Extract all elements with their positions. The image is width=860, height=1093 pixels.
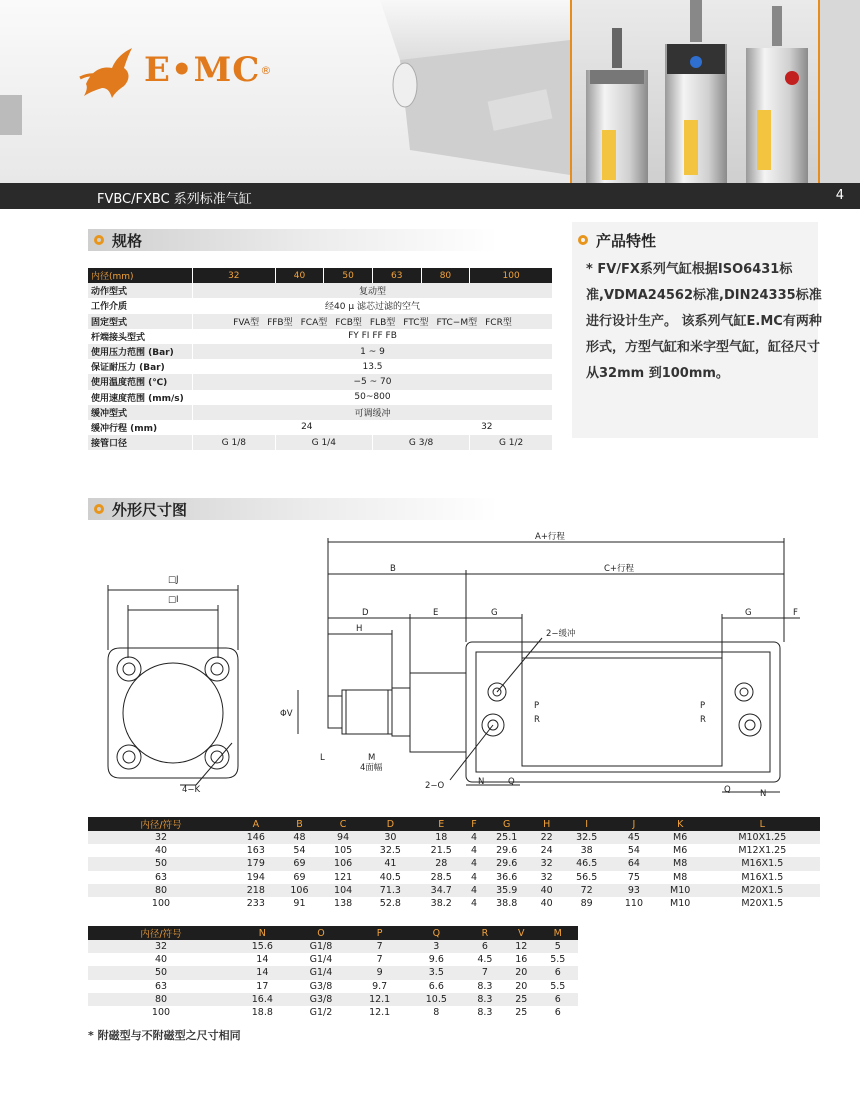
table-row <box>88 966 578 979</box>
spec-value: 32 <box>421 420 552 435</box>
label-R: R <box>534 715 540 725</box>
table-header-row <box>88 817 820 831</box>
table-cell: 5.5 <box>537 980 578 993</box>
table-cell: 50 <box>88 857 234 870</box>
spec-value: G 1/8 <box>193 435 276 450</box>
table-cell: 32.5 <box>365 844 416 857</box>
table-cell: 105 <box>321 844 365 857</box>
label-P: P <box>534 701 540 711</box>
table-cell: M10X1.25 <box>705 831 820 844</box>
footnote: * 附磁型与不附磁型之尺寸相同 <box>88 1029 241 1042</box>
label-O: 2−O <box>425 781 445 791</box>
table-header-cell: N <box>234 926 291 940</box>
table-cell: 63 <box>88 980 234 993</box>
spec-value: G 3/8 <box>372 435 469 450</box>
table-header-cell: K <box>656 817 705 831</box>
table-cell: 50 <box>88 966 234 979</box>
table-cell: 146 <box>234 831 278 844</box>
table-header-cell: L <box>705 817 820 831</box>
table-header-row <box>88 926 578 940</box>
section-title-bar <box>0 183 860 209</box>
label-R2: R <box>700 715 706 725</box>
table-cell: 40 <box>88 844 234 857</box>
table-cell: 20 <box>505 980 537 993</box>
table-cell: 4 <box>467 871 482 884</box>
table-cell: 163 <box>234 844 278 857</box>
table-cell: 32.5 <box>561 831 612 844</box>
table-header-cell: F <box>467 817 482 831</box>
table-cell: G1/2 <box>291 1006 352 1019</box>
table-row <box>88 844 820 857</box>
table-cell: 29.6 <box>481 857 532 870</box>
label-C: C+行程 <box>604 564 635 574</box>
spec-row <box>88 329 553 344</box>
spec-value: 1 ~ 9 <box>193 344 553 359</box>
table-cell: 38.2 <box>416 897 467 910</box>
table-cell: 32 <box>88 831 234 844</box>
table-cell: 64 <box>612 857 656 870</box>
table-cell: 106 <box>321 857 365 870</box>
label-G2: G <box>745 608 752 618</box>
spec-row <box>88 435 553 450</box>
dimension-table-1 <box>88 817 820 910</box>
table-cell: 40 <box>532 897 561 910</box>
table-header-cell: 内径/符号 <box>88 817 234 831</box>
spec-label: 使用压力范围 (Bar) <box>88 344 193 359</box>
table-cell: 30 <box>365 831 416 844</box>
table-cell: 4 <box>467 857 482 870</box>
spec-value: G 1/2 <box>470 435 553 450</box>
table-cell: 8.3 <box>465 980 505 993</box>
table-header-cell: M <box>537 926 578 940</box>
table-header-cell: H <box>532 817 561 831</box>
table-header-cell: J <box>612 817 656 831</box>
table-cell: 89 <box>561 897 612 910</box>
table-cell: 41 <box>365 857 416 870</box>
table-cell: 3 <box>408 940 465 953</box>
table-cell: 20 <box>505 966 537 979</box>
table-cell: M6 <box>656 831 705 844</box>
table-cell: 69 <box>278 871 322 884</box>
goat-logo-icon <box>78 40 138 100</box>
table-cell: 14 <box>234 953 291 966</box>
table-cell: 21.5 <box>416 844 467 857</box>
spec-value: 50~800 <box>193 390 553 405</box>
spec-row <box>88 314 553 329</box>
spec-header-cell: 40 <box>275 268 324 283</box>
registered-mark: ® <box>260 63 272 77</box>
table-cell: 121 <box>321 871 365 884</box>
spec-row <box>88 374 553 389</box>
table-cell: 100 <box>88 1006 234 1019</box>
table-cell: 14 <box>234 966 291 979</box>
table-cell: 38 <box>561 844 612 857</box>
spec-label: 杆端接头型式 <box>88 329 193 344</box>
label-D: D <box>362 608 369 618</box>
table-cell: 16 <box>505 953 537 966</box>
spec-value: 经40 μ 滤芯过滤的空气 <box>193 298 553 313</box>
table-cell: 218 <box>234 884 278 897</box>
label-M: M <box>368 753 376 763</box>
table-cell: 6 <box>537 966 578 979</box>
table-row <box>88 953 578 966</box>
features-text: * FV/FX系列气缸根据ISO6431标准,VDMA24562标准,DIN24335标准进行设计生产。 该系列气缸E.MC有两种形式，方型气缸和米字型气缸，缸径尺寸从32mm 到100mm。 <box>586 262 822 381</box>
mount-type: FFB型 <box>267 317 293 328</box>
hero-product-photo-left <box>0 0 570 183</box>
table-cell: 80 <box>88 884 234 897</box>
table-cell: 54 <box>278 844 322 857</box>
table-cell: 18.8 <box>234 1006 291 1019</box>
spec-value: 可调缓冲 <box>193 405 553 420</box>
table-cell: 25.1 <box>481 831 532 844</box>
table-cell: 10.5 <box>408 993 465 1006</box>
page-title: FVBC/FXBC 系列标准气缸 <box>97 192 252 207</box>
table-cell: 4 <box>467 897 482 910</box>
table-cell: 7 <box>351 940 408 953</box>
table-header-cell: G <box>481 817 532 831</box>
table-cell: 35.9 <box>481 884 532 897</box>
spec-label: 保证耐压力 (Bar) <box>88 359 193 374</box>
table-cell: M6 <box>656 844 705 857</box>
spec-value: 复动型 <box>193 283 553 298</box>
table-cell: 91 <box>278 897 322 910</box>
table-cell: G1/8 <box>291 940 352 953</box>
table-cell: 25 <box>505 1006 537 1019</box>
label-K: 4−K <box>182 785 201 795</box>
table-row <box>88 980 578 993</box>
table-header-cell: E <box>416 817 467 831</box>
spec-row <box>88 405 553 420</box>
hero-banner <box>0 0 860 183</box>
table-cell: 8 <box>408 1006 465 1019</box>
label-J: □J <box>168 575 179 585</box>
label-Q2: Q <box>724 785 731 795</box>
table-cell: 9.7 <box>351 980 408 993</box>
table-cell: 32 <box>532 871 561 884</box>
drawing-heading-label: 外形尺寸图 <box>112 500 188 519</box>
hero-product-photo-right <box>572 0 818 183</box>
spec-header-cell: 50 <box>324 268 373 283</box>
table-cell: 71.3 <box>365 884 416 897</box>
table-cell: 194 <box>234 871 278 884</box>
spec-label: 使用速度范围 (mm/s) <box>88 390 193 405</box>
table-header-cell: R <box>465 926 505 940</box>
mount-type: FCR型 <box>485 317 512 328</box>
table-cell: 34.7 <box>416 884 467 897</box>
table-cell: 48 <box>278 831 322 844</box>
dimension-drawing <box>0 530 860 810</box>
table-cell: 40 <box>88 953 234 966</box>
table-cell: 24 <box>532 844 561 857</box>
table-header-cell: C <box>321 817 365 831</box>
spec-row <box>88 298 553 313</box>
table-cell: 138 <box>321 897 365 910</box>
table-cell: M12X1.25 <box>705 844 820 857</box>
table-header-cell: D <box>365 817 416 831</box>
spec-label: 工作介质 <box>88 298 193 313</box>
spec-value: 13.5 <box>193 359 553 374</box>
label-F: F <box>793 608 798 618</box>
table-row <box>88 897 820 910</box>
table-cell: 17 <box>234 980 291 993</box>
table-cell: 6 <box>537 993 578 1006</box>
table-cell: 45 <box>612 831 656 844</box>
table-cell: M8 <box>656 857 705 870</box>
table-cell: 6 <box>465 940 505 953</box>
table-row <box>88 857 820 870</box>
table-cell: 56.5 <box>561 871 612 884</box>
table-row <box>88 884 820 897</box>
table-cell: 93 <box>612 884 656 897</box>
spec-header-cell: 内径(mm) <box>88 268 193 283</box>
table-cell: M16X1.5 <box>705 857 820 870</box>
table-cell: 106 <box>278 884 322 897</box>
table-cell: 4.5 <box>465 953 505 966</box>
bullet-ring-icon <box>578 235 588 245</box>
spec-value: −5 ~ 70 <box>193 374 553 389</box>
spec-label: 使用温度范围 (℃) <box>88 374 193 389</box>
spec-header-cell: 63 <box>372 268 421 283</box>
spec-label: 缓冲行程 (mm) <box>88 420 193 435</box>
table-cell: 8.3 <box>465 993 505 1006</box>
bullet-ring-icon <box>94 504 104 514</box>
label-H: H <box>356 624 363 634</box>
mount-type: FLB型 <box>369 317 396 328</box>
label-N: N <box>478 777 485 787</box>
table-cell: 15.6 <box>234 940 291 953</box>
spec-label: 动作型式 <box>88 283 193 298</box>
table-cell: 4 <box>467 884 482 897</box>
table-cell: 28 <box>416 857 467 870</box>
table-cell: 16.4 <box>234 993 291 1006</box>
table-cell: 18 <box>416 831 467 844</box>
table-cell: 6 <box>537 1006 578 1019</box>
table-cell: 5.5 <box>537 953 578 966</box>
table-cell: M20X1.5 <box>705 884 820 897</box>
table-cell: M10 <box>656 897 705 910</box>
spec-row <box>88 420 553 435</box>
table-cell: 28.5 <box>416 871 467 884</box>
table-cell: 32 <box>532 857 561 870</box>
spec-table <box>88 268 553 450</box>
label-N2: N <box>760 789 767 799</box>
spec-header-cell: 80 <box>421 268 470 283</box>
table-cell: 32 <box>88 940 234 953</box>
table-row <box>88 871 820 884</box>
features-section-heading <box>572 229 818 251</box>
spec-row <box>88 359 553 374</box>
table-header-cell: Q <box>408 926 465 940</box>
table-header-cell: 内径/符号 <box>88 926 234 940</box>
table-cell: 12 <box>505 940 537 953</box>
table-cell: 7 <box>351 953 408 966</box>
spec-label: 缓冲型式 <box>88 405 193 420</box>
table-header-cell: O <box>291 926 352 940</box>
label-G: G <box>491 608 498 618</box>
bullet-ring-icon <box>94 235 104 245</box>
spec-row <box>88 283 553 298</box>
table-row <box>88 831 820 844</box>
label-E: E <box>433 608 439 618</box>
table-cell: 75 <box>612 871 656 884</box>
table-header-cell: B <box>278 817 322 831</box>
table-cell: G3/8 <box>291 993 352 1006</box>
table-cell: 54 <box>612 844 656 857</box>
mount-type: FTC−M型 <box>436 317 478 328</box>
table-header-cell: V <box>505 926 537 940</box>
table-row <box>88 993 578 1006</box>
spec-header-row <box>88 268 553 283</box>
table-cell: 22 <box>532 831 561 844</box>
table-cell: 100 <box>88 897 234 910</box>
hero-edge-strip <box>818 0 860 183</box>
spec-label: 接管口径 <box>88 435 193 450</box>
table-cell: 38.8 <box>481 897 532 910</box>
divider-line-right <box>818 0 820 183</box>
page-number: 4 <box>835 188 844 203</box>
table-cell: G1/4 <box>291 966 352 979</box>
table-row <box>88 1006 578 1019</box>
table-cell: 6.6 <box>408 980 465 993</box>
spec-section-heading <box>88 229 498 251</box>
label-B: B <box>390 564 396 574</box>
table-cell: 36.6 <box>481 871 532 884</box>
spec-row <box>88 390 553 405</box>
spec-value: 24 <box>193 420 422 435</box>
table-cell: M8 <box>656 871 705 884</box>
table-cell: 3.5 <box>408 966 465 979</box>
label-Q: Q <box>508 777 515 787</box>
table-header-cell: P <box>351 926 408 940</box>
table-cell: 179 <box>234 857 278 870</box>
table-cell: 110 <box>612 897 656 910</box>
table-cell: M10 <box>656 884 705 897</box>
spec-label: 固定型式 <box>88 314 193 329</box>
drawing-section-heading <box>88 498 498 520</box>
spec-value: FY FI FF FB <box>193 329 553 344</box>
table-cell: 46.5 <box>561 857 612 870</box>
label-M-faces: 4面幅 <box>360 763 383 773</box>
table-cell: 9.6 <box>408 953 465 966</box>
spec-row <box>88 344 553 359</box>
table-cell: 9 <box>351 966 408 979</box>
label-P2: P <box>700 701 706 711</box>
dimension-table-2 <box>88 926 578 1019</box>
table-cell: 63 <box>88 871 234 884</box>
table-cell: 8.3 <box>465 1006 505 1019</box>
table-cell: 94 <box>321 831 365 844</box>
spec-header-cell: 100 <box>470 268 553 283</box>
label-A: A+行程 <box>535 532 565 542</box>
spec-value: G 1/4 <box>275 435 372 450</box>
three-cylinders-illustration <box>572 0 818 183</box>
table-cell: 69 <box>278 857 322 870</box>
table-cell: 4 <box>467 844 482 857</box>
table-header-cell: I <box>561 817 612 831</box>
table-cell: 80 <box>88 993 234 1006</box>
brand-name: E•MC <box>144 50 261 90</box>
label-I: □I <box>168 595 179 605</box>
table-cell: G1/4 <box>291 953 352 966</box>
table-cell: 104 <box>321 884 365 897</box>
table-header-cell: A <box>234 817 278 831</box>
mount-type: FVA型 <box>233 317 260 328</box>
spec-value-mounts <box>193 314 553 329</box>
table-cell: M16X1.5 <box>705 871 820 884</box>
table-cell: 40 <box>532 884 561 897</box>
label-V: ΦV <box>280 709 293 719</box>
table-cell: G3/8 <box>291 980 352 993</box>
mount-type: FCB型 <box>335 317 362 328</box>
front-view <box>108 585 238 785</box>
table-cell: 12.1 <box>351 993 408 1006</box>
mount-type: FCA型 <box>300 317 328 328</box>
table-cell: 12.1 <box>351 1006 408 1019</box>
table-cell: 7 <box>465 966 505 979</box>
mount-type: FTC型 <box>403 317 429 328</box>
table-cell: 25 <box>505 993 537 1006</box>
table-cell: 4 <box>467 831 482 844</box>
table-cell: 40.5 <box>365 871 416 884</box>
table-row <box>88 940 578 953</box>
spec-heading-label: 规格 <box>112 231 143 250</box>
label-L: L <box>320 753 325 763</box>
table-cell: 5 <box>537 940 578 953</box>
features-heading-label: 产品特性 <box>596 231 657 250</box>
spec-header-cell: 32 <box>193 268 276 283</box>
table-cell: 29.6 <box>481 844 532 857</box>
table-cell: 72 <box>561 884 612 897</box>
table-cell: M20X1.5 <box>705 897 820 910</box>
brand-logo <box>78 40 271 100</box>
label-cushion: 2−缓冲 <box>546 629 576 639</box>
table-cell: 233 <box>234 897 278 910</box>
table-cell: 52.8 <box>365 897 416 910</box>
